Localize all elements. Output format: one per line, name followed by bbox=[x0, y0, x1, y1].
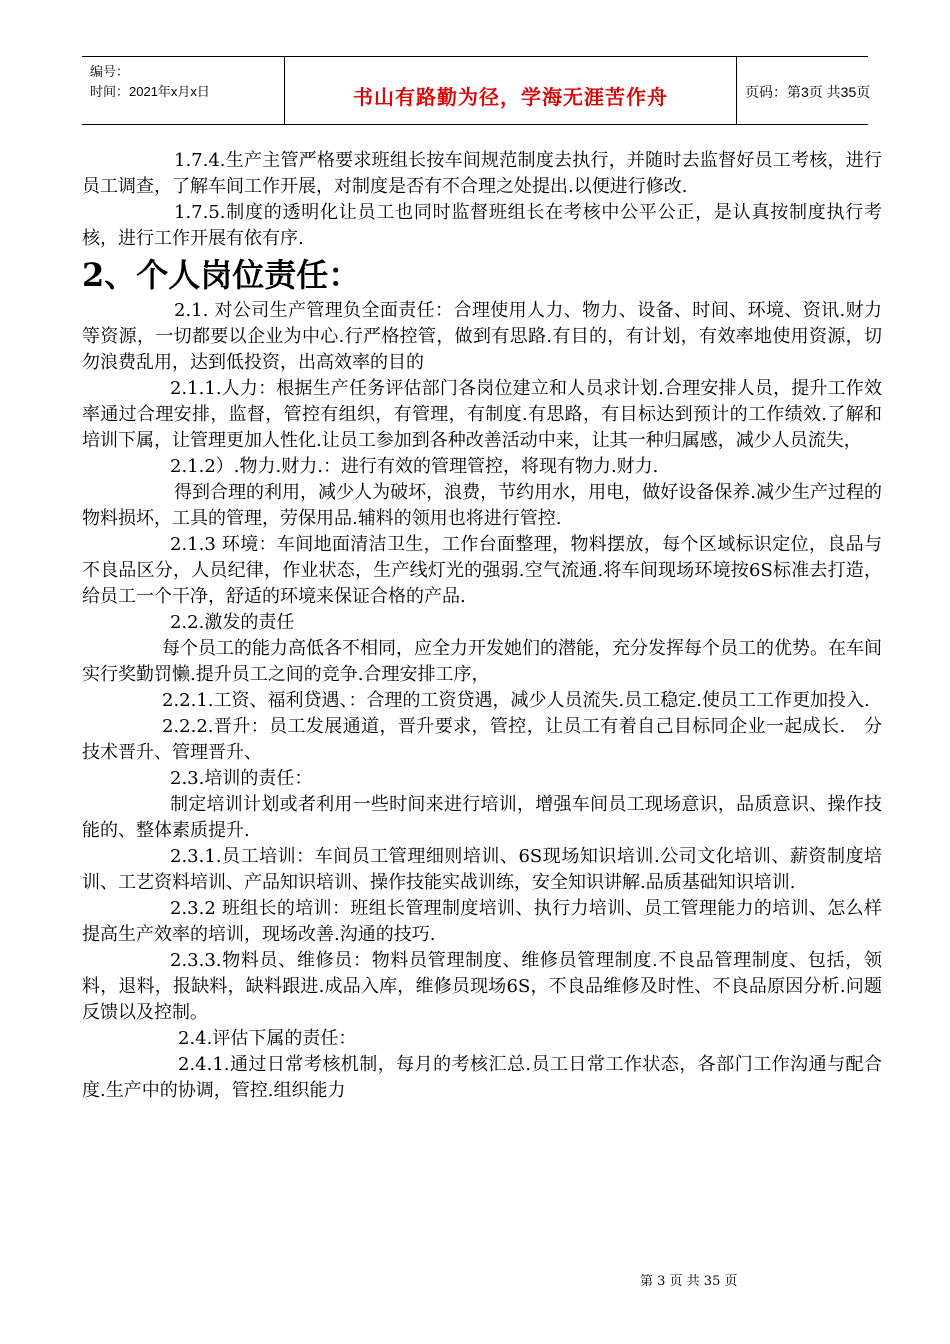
subheading-2-3: 2.3.培训的责任： bbox=[170, 768, 313, 789]
paragraph-2-1-1: 2.1.1.人力：根据生产任务评估部门各岗位建立和人员求计划.合理安排人员，提升工作效率通过合理安排，监督，管控有组织，有管理，有制度.有思路，有目标达到预计的工作绩效.了解和培训下属，让管理更加人性化.让员工参加到各种改善活动中来，让其一种归属感，减少人员流失， bbox=[82, 378, 882, 451]
document-number-label: 编号： bbox=[90, 64, 130, 79]
header-motto: 书山有路勤为径，学海无涯苦作舟 bbox=[353, 85, 668, 109]
header-page-info: 页码：第3页 共35页 bbox=[745, 84, 871, 100]
page-footer: 第 3 页 共 35 页 bbox=[640, 1274, 738, 1289]
paragraph-2-1-2-cont: 得到合理的利用，减少人为破坏，浪费，节约用水，用电，做好设备保养.减少生产过程的物料损坏，工具的管理，劳保用品.辅料的领用也将进行管控. bbox=[82, 482, 882, 529]
page-header bbox=[82, 56, 871, 125]
paragraph-2-2-1: 2.2.1.工资、福利贷遇、：合理的工资贷遇，减少人员流失.员工稳定.使员工工作更加投入. bbox=[162, 690, 870, 711]
paragraph-1-7-5: 1.7.5.制度的透明化让员工也同时监督班组长在考核中公平公正，是认真按制度执行考核，进行工作开展有依有序. bbox=[82, 202, 882, 249]
subheading-2-2: 2.2.激发的责任 bbox=[170, 612, 295, 633]
paragraph-2-3-3: 2.3.3.物料员、维修员：物料员管理制度、维修员管理制度.不良品管理制度、包括，领料，退料，报缺料，缺料跟进.成品入库，维修员现场6S，不良品维修及时性、不良品原因分析.问题反馈以及控制。 bbox=[82, 950, 882, 1023]
subheading-2-4: 2.4.评估下属的责任： bbox=[178, 1028, 357, 1049]
paragraph-2-3-intro: 制定培训计划或者利用一些时间来进行培训，增强车间员工现场意识，品质意识、操作技能的、整体素质提升. bbox=[82, 794, 882, 841]
header-meta-cell bbox=[82, 57, 284, 124]
header-motto-cell bbox=[284, 57, 737, 124]
section-heading: 2、个人岗位责任： bbox=[82, 256, 361, 294]
paragraph-2-2-2: 2.2.2.晋升：员工发展通道，晋升要求，管控，让员工有着自己目标同企业一起成长. 分技术晋升、管理晋升、 bbox=[82, 716, 882, 763]
paragraph-2-2-intro: 每个员工的能力高低各不相同，应全力开发她们的潜能，充分发挥每个员工的优势。在车间实行奖勤罚懒.提升员工之间的竞争.合理安排工序， bbox=[82, 638, 882, 685]
document-body bbox=[82, 148, 882, 1104]
paragraph-2-1-3: 2.1.3 环境：车间地面清洁卫生，工作台面整理，物料摆放，每个区域标识定位，良品与不良品区分，人员纪律，作业状态，生产线灯光的强弱.空气流通.将车间现场环境按6S标准去打造，给员工一个干净，舒适的环境来保证合格的产品. bbox=[82, 534, 882, 607]
paragraph-2-1-2: 2.1.2）.物力.财力.：进行有效的管理管控，将现有物力.财力. bbox=[170, 456, 659, 477]
paragraph-2-3-1: 2.3.1.员工培训：车间员工管理细则培训、6S现场知识培训.公司文化培训、薪资制度培训、工艺资料培训、产品知识培训、操作技能实战训练，安全知识讲解.品质基础知识培训. bbox=[82, 846, 882, 893]
paragraph-1-7-4: 1.7.4.生产主管严格要求班组长按车间规范制度去执行，并随时去监督好员工考核，进行员工调查，了解车间工作开展，对制度是否有不合理之处提出.以便进行修改. bbox=[82, 150, 882, 197]
header-page-cell bbox=[737, 57, 871, 124]
document-time-label: 时间：2021年x月x日 bbox=[90, 84, 210, 99]
paragraph-2-4-1: 2.4.1.通过日常考核机制，每月的考核汇总.员工日常工作状态，各部门工作沟通与配合度.生产中的协调，管控.组织能力 bbox=[82, 1054, 882, 1101]
paragraph-2-3-2: 2.3.2 班组长的培训：班组长管理制度培训、执行力培训、员工管理能力的培训、怎么样提高生产效率的培训，现场改善.沟通的技巧. bbox=[82, 898, 882, 945]
paragraph-2-1: 2.1. 对公司生产管理负全面责任：合理使用人力、物力、设备、时间、环境、资讯.财力等资源，一切都要以企业为中心.行严格控管，做到有思路.有目的，有计划，有效率地使用资源，切勿浪费乱用，达到低投资，出高效率的目的 bbox=[82, 300, 882, 373]
